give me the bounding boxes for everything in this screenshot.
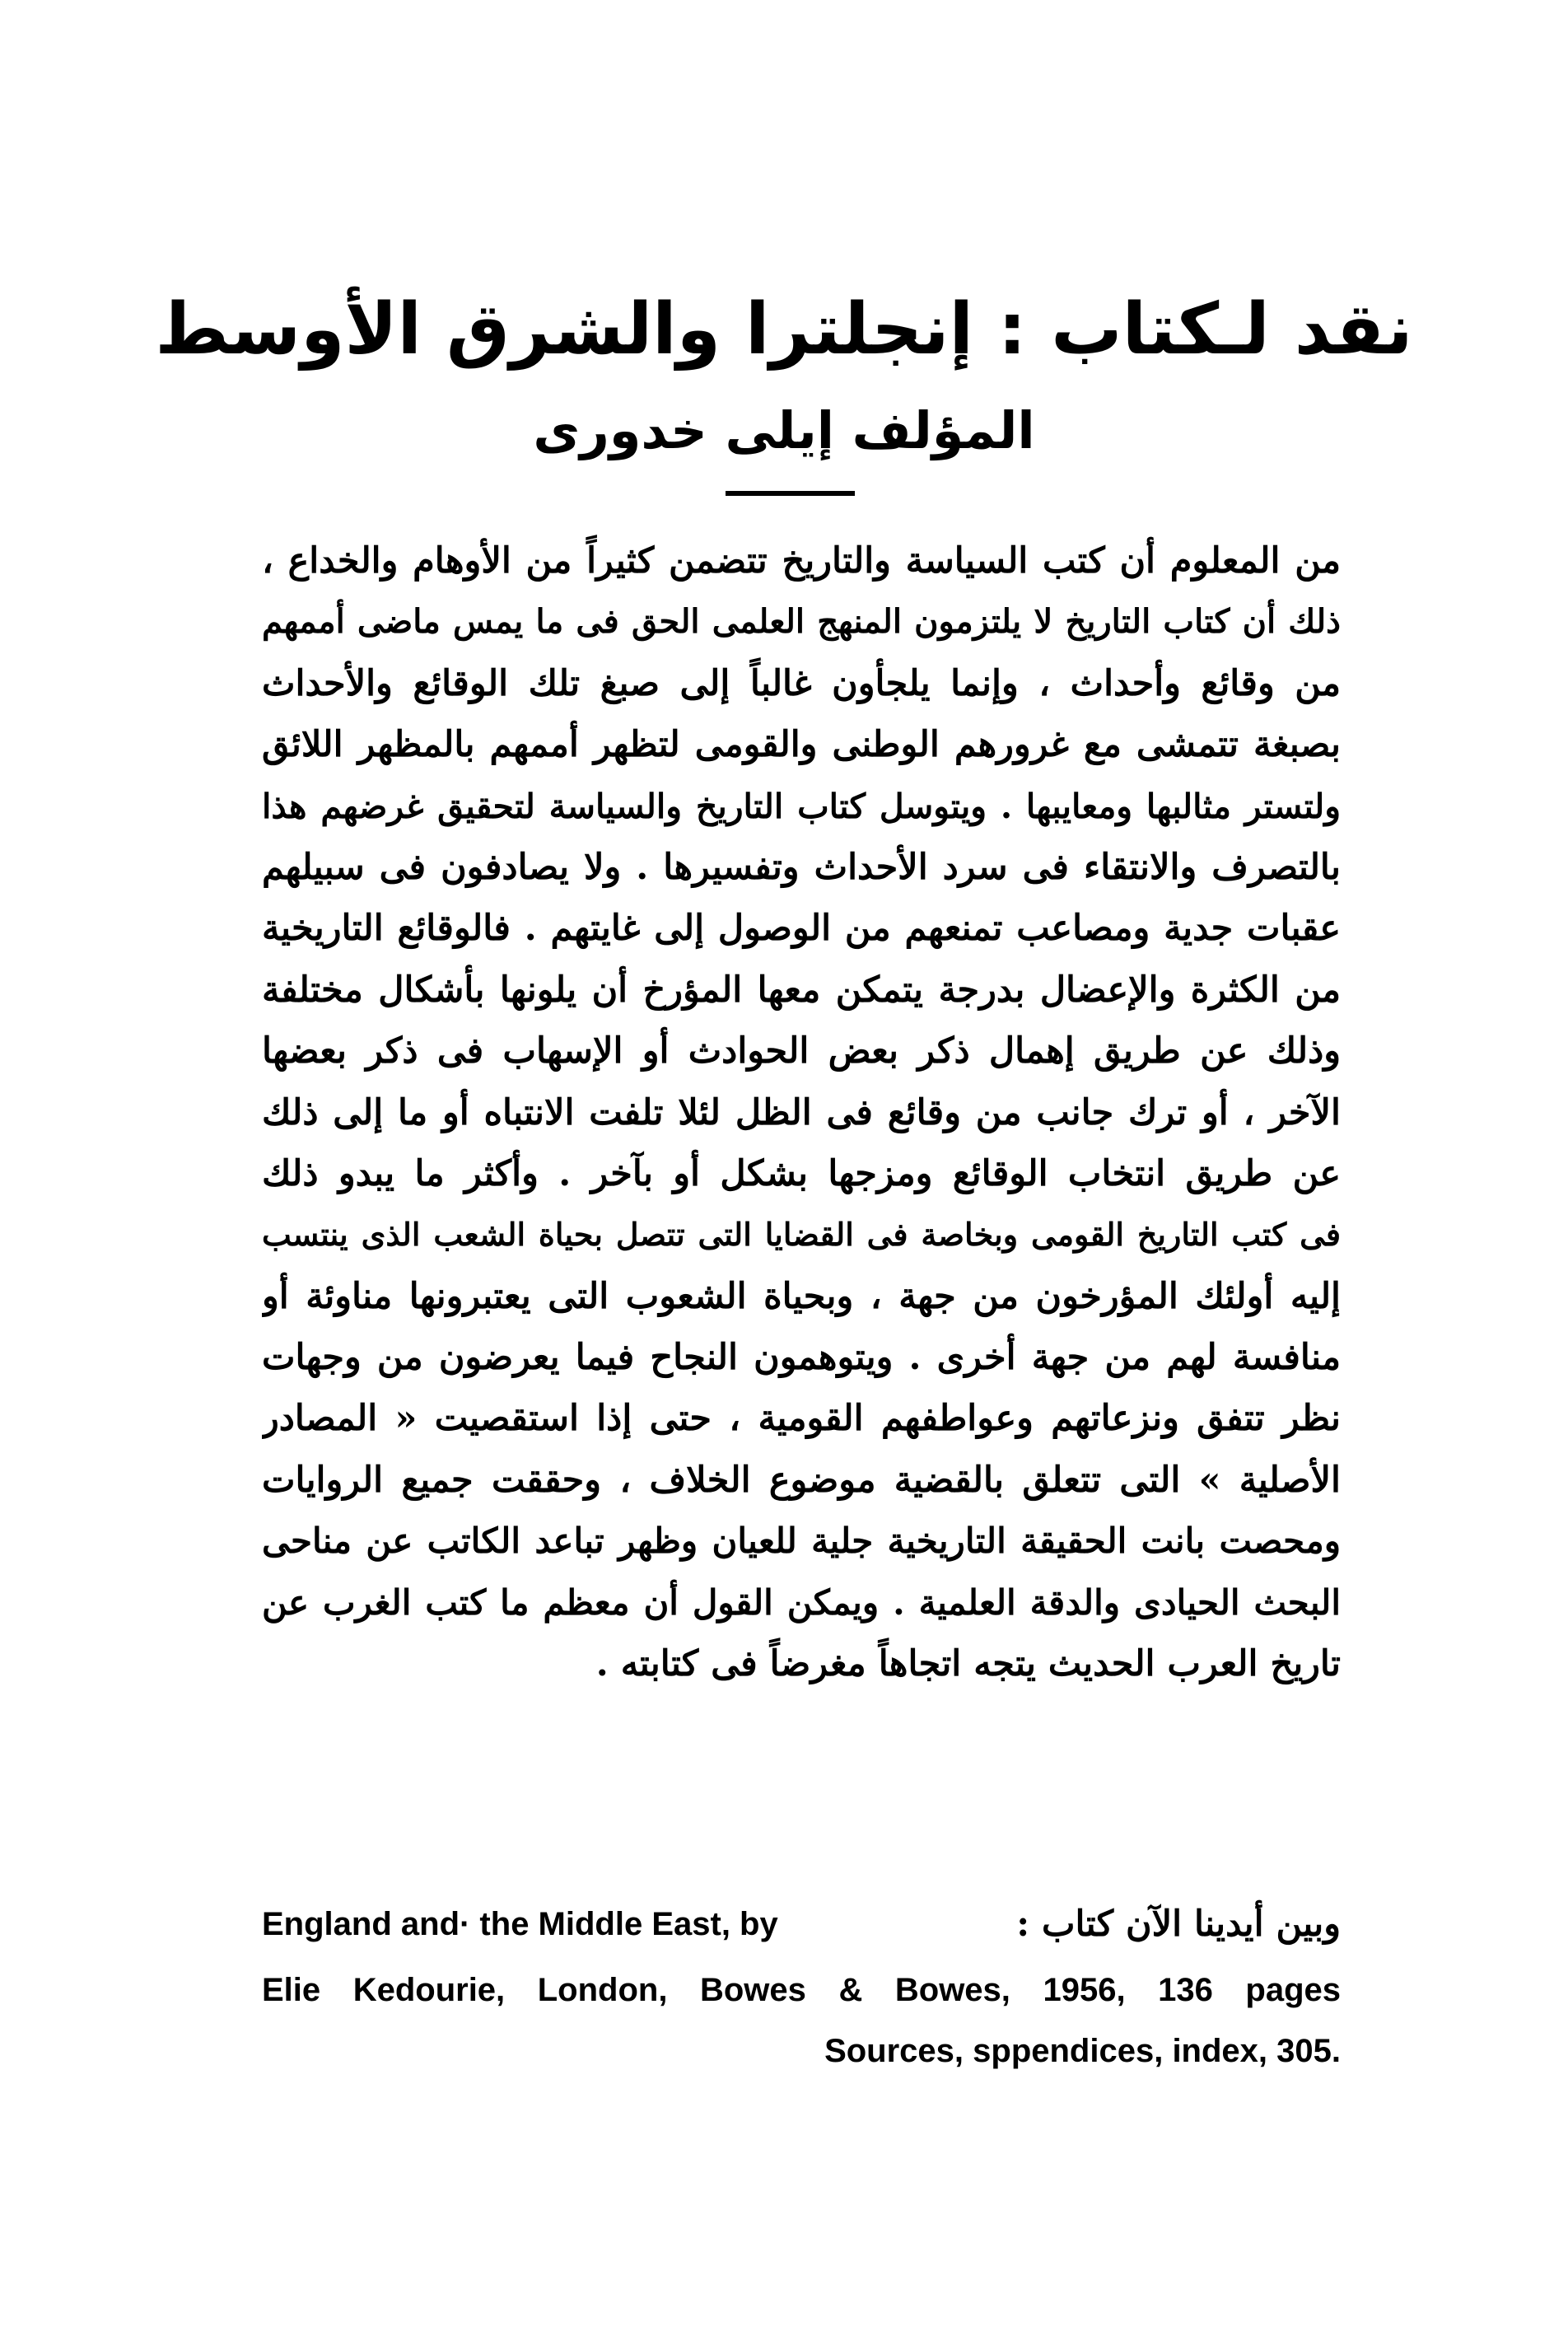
body-line: البحث الحيادى والدقة العلمية . ويمكن القول أن معظم ما كتب الغرب عن <box>262 1581 1341 1623</box>
body-line: بصبغة تتمشى مع غرورهم الوطنى والقومى لتظهر أممهم بالمظهر اللائق <box>262 724 1341 766</box>
reference-arabic-lead: وبين أيدينا الآن كتاب : <box>1016 1904 1341 1945</box>
body-paragraph <box>262 530 1341 1694</box>
body-line: عقبات جدية ومصاعب تمنعهم من الوصول إلى غايتهم . فالوقائع التاريخية <box>262 908 1341 950</box>
body-line: بالتصرف والانتقاء فى سرد الأحداث وتفسيرها . ولا يصادفون فى سبيلهم <box>262 846 1341 888</box>
body-line: منافسة لهم من جهة أخرى . ويتوهمون النجاح فيما يعرضون من وجهات <box>262 1337 1341 1379</box>
body-line: من وقائع وأحداث ، وإنما يلجأون غالباً إلى صبغ تلك الوقائع والأحداث <box>262 662 1341 704</box>
body-line: وذلك عن طريق إهمال ذكر بعض الحوادث أو الإسهاب فى ذكر بعضها <box>262 1030 1341 1072</box>
reference-line-2: Elie Kedourie, London, Bowes & Bowes, 1956, 136 pages <box>262 1972 1341 2008</box>
page-title: نقد لـكتاب : إنجلترا والشرق الأوسط <box>155 288 1413 371</box>
body-line: من المعلوم أن كتب السياسة والتاريخ تتضمن كثيراً من الأوهام والخداع ، <box>262 540 1341 582</box>
body-line: ومحصت بانت الحقيقة التاريخية جلية للعيان وظهر تباعد الكاتب عن مناحى <box>262 1521 1341 1562</box>
body-line: نظر تتفق ونزعاتهم وعواطفهم القومية ، حتى إذا استقصيت « المصادر <box>262 1398 1341 1440</box>
title-divider <box>726 491 855 496</box>
reference-line-3: Sources, sppendices, index, 305. <box>824 2033 1341 2069</box>
body-line: إليه أولئك المؤرخون من جهة ، وبحياة الشعوب التى يعتبرونها مناوئة أو <box>262 1275 1341 1317</box>
body-line: الأصلية » التى تتعلق بالقضية موضوع الخلاف ، وحققت جميع الروايات <box>262 1459 1341 1501</box>
body-line: الآخر ، أو ترك جانب من وقائع فى الظل لئلا تلفت الانتباه أو ما إلى ذلك <box>262 1091 1341 1133</box>
body-line: عن طريق انتخاب الوقائع ومزجها بشكل أو بآخر . وأكثر ما يبدو ذلك <box>262 1152 1341 1194</box>
body-line: فى كتب التاريخ القومى وبخاصة فى القضايا التى تتصل بحياة الشعب الذى ينتسب <box>262 1216 1341 1254</box>
reference-book-title: England and· the Middle East, by <box>262 1906 778 1942</box>
author-line: المؤلف إيلى خدورى <box>533 400 1035 460</box>
reference-line-1 <box>262 1899 1341 1949</box>
body-line: تاريخ العرب الحديث يتجه اتجاهاً مغرضاً فى كتابته . <box>595 1643 1341 1685</box>
body-line: من الكثرة والإعضال بدرجة يتمكن معها المؤرخ أن يلونها بأشكال مختلفة <box>262 969 1341 1011</box>
body-line: ولتستر مثالبها ومعايبها . ويتوسل كتاب التاريخ والسياسة لتحقيق غرضهم هذا <box>262 786 1341 826</box>
body-line: ذلك أن كتاب التاريخ لا يلتزمون المنهج العلمى الحق فى ما يمس ماضى أممهم <box>262 602 1341 642</box>
